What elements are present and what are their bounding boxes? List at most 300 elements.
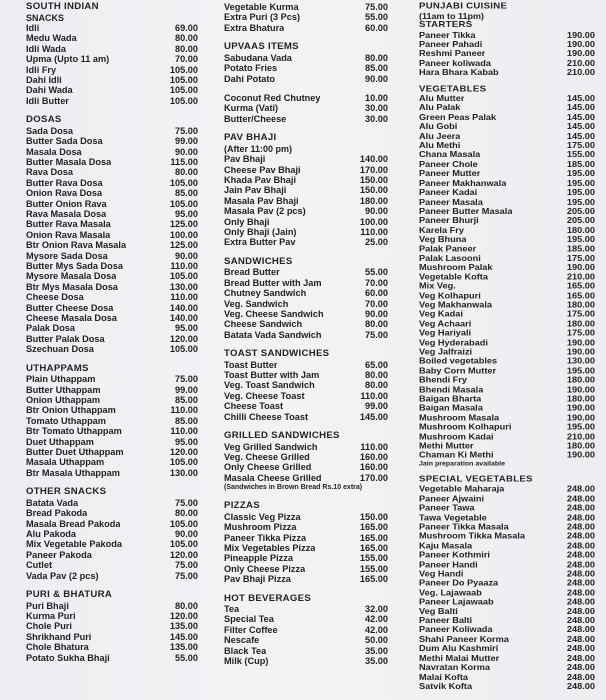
item-price: 195.00 — [566, 366, 595, 376]
item-name: Only Cheese Pizza — [224, 563, 306, 574]
item-name: Pav Bhaji — [224, 154, 266, 165]
menu-section-south-indian — [26, 2, 198, 106]
item-price: 80.00 — [365, 380, 388, 391]
item-price: 195.00 — [566, 169, 595, 179]
menu-item — [224, 360, 388, 370]
item-name: Vegetable Kurma — [224, 2, 299, 12]
menu-item — [26, 539, 198, 549]
item-price: 105.00 — [169, 85, 198, 96]
item-name: Mysore Masala Dosa — [26, 271, 117, 282]
menu-item — [26, 621, 198, 631]
menu-item — [419, 503, 595, 512]
item-name: Mushroom Kadai — [419, 431, 494, 441]
item-name: Butter Masala Dosa — [26, 156, 112, 167]
menu-item — [26, 611, 198, 621]
item-price: 195.00 — [566, 187, 595, 197]
item-price: 145.00 — [566, 112, 595, 122]
menu-item — [419, 310, 595, 319]
menu-item — [224, 522, 388, 532]
item-name: Mushroom Palak — [419, 262, 493, 272]
item-name: Plain Uthappam — [26, 374, 96, 385]
item-name: Nescafe — [224, 635, 260, 646]
item-price: 35.00 — [365, 645, 388, 656]
item-price: 165.00 — [359, 574, 388, 585]
item-price: 75.00 — [175, 497, 198, 508]
item-name: Potato Sukha Bhaji — [26, 652, 110, 663]
section-title: TOAST SANDWICHES — [224, 348, 330, 360]
item-price: 65.00 — [365, 359, 388, 370]
menu-item — [419, 225, 595, 234]
item-name: Rava Dosa — [26, 167, 73, 178]
item-name: Veg Grilled Sandwich — [224, 441, 318, 452]
item-name: Toast Butter with Jam — [224, 370, 320, 381]
item-name: Mushroom Pizza — [224, 522, 297, 533]
item-name: Masala Uthappam — [26, 457, 105, 468]
menu-item — [419, 94, 595, 103]
menu-item — [419, 635, 595, 644]
item-name: Paneer Masala — [419, 197, 483, 207]
menu-item — [224, 23, 388, 33]
item-name: Butter Duet Uthappam — [26, 447, 124, 458]
item-price: 90.00 — [365, 308, 388, 319]
item-price: 248.00 — [566, 672, 595, 682]
menu-item — [26, 303, 198, 313]
menu-item — [224, 154, 388, 164]
item-name: Mushroom Kolhapuri — [419, 422, 512, 432]
menu-item — [419, 682, 595, 691]
menu-item — [224, 473, 388, 483]
item-name: Veg Achaari — [419, 319, 472, 329]
menu-item — [419, 68, 595, 77]
menu-item — [26, 54, 198, 64]
menu-item — [224, 196, 388, 206]
item-price: 105.00 — [169, 198, 198, 209]
item-name: Paneer Tikka — [419, 30, 476, 40]
menu-item — [419, 607, 595, 616]
menu-item — [419, 160, 595, 169]
menu-item — [26, 437, 198, 447]
menu-item — [419, 394, 595, 403]
item-price: 110.00 — [170, 261, 198, 272]
item-name: Veg. Cheese Grilled — [224, 452, 310, 462]
menu-item — [26, 178, 198, 188]
item-name: Mysore Sada Dosa — [26, 250, 108, 261]
item-name: Paneer Handi — [419, 559, 478, 569]
item-name: Extra Butter Pav — [224, 237, 296, 248]
menu-item — [224, 625, 388, 635]
item-price: 180.00 — [566, 225, 595, 235]
item-price: 155.00 — [566, 150, 595, 160]
item-price: 140.00 — [169, 302, 198, 313]
section-title: SOUTH INDIAN — [26, 1, 99, 12]
item-price: 105.00 — [169, 95, 198, 106]
item-price: 248.00 — [566, 578, 595, 588]
menu-item — [224, 391, 388, 401]
menu-item — [419, 522, 595, 531]
item-name: Toast Butter — [224, 359, 278, 370]
item-name: Reshmi Paneer — [419, 49, 486, 59]
item-name: Veg Handi — [419, 569, 464, 579]
item-price: 190.00 — [566, 412, 595, 423]
menu-item — [419, 588, 595, 597]
item-name: Paneer Bhurji — [419, 215, 479, 225]
menu-item — [419, 59, 595, 68]
menu-item — [224, 2, 388, 12]
item-name: Veg Kadai — [419, 309, 463, 319]
item-price: 248.00 — [566, 484, 595, 494]
item-name: Bhendi Fry — [419, 375, 467, 385]
menu-item — [224, 442, 388, 452]
menu-item — [26, 292, 198, 302]
item-name: Alu Jeera — [419, 131, 461, 141]
menu-section-grilled-sandwiches — [224, 431, 388, 492]
item-name: Szechuan Dosa — [26, 344, 94, 355]
item-price: 105.00 — [169, 75, 198, 86]
item-name: Filter Coffee — [224, 624, 278, 635]
item-price: 75.00 — [365, 329, 388, 340]
item-name: Classic Veg Pizza — [224, 511, 301, 522]
menu-item — [224, 93, 388, 103]
item-price: 248.00 — [566, 503, 595, 513]
item-price: 120.00 — [169, 447, 198, 458]
item-name: Paneer Kothmiri — [419, 550, 490, 560]
item-price: 55.00 — [365, 267, 388, 278]
item-name: Special Tea — [224, 614, 274, 625]
menu-item — [224, 533, 388, 543]
item-name: Medu Wada — [26, 33, 77, 44]
item-name: Chutney Sandwich — [224, 288, 307, 299]
item-name: Chole Puri — [26, 621, 72, 632]
item-name: Batata Vada — [26, 497, 79, 508]
item-price: 205.00 — [566, 206, 595, 216]
item-price: 185.00 — [566, 159, 595, 169]
menu-item — [26, 560, 198, 570]
menu-item — [26, 167, 198, 177]
menu-item — [224, 288, 388, 298]
item-name: Vegetable Maharaja — [419, 484, 505, 494]
item-name: Duet Uthappam — [26, 436, 94, 447]
item-price: 175.00 — [566, 140, 595, 150]
item-price: 10.00 — [365, 92, 388, 103]
item-price: 180.00 — [566, 300, 595, 310]
item-price: 210.00 — [566, 67, 595, 77]
item-price: 165.00 — [359, 532, 388, 543]
menu-item — [419, 569, 595, 578]
item-name: Veg Makhanwala — [419, 300, 493, 310]
menu-item — [26, 395, 198, 405]
item-name: Butter/Cheese — [224, 113, 287, 124]
item-name: Bread Butter with Jam — [224, 277, 322, 288]
menu-item — [26, 601, 198, 611]
item-price: 80.00 — [365, 370, 388, 381]
item-name: Extra Bhatura — [224, 22, 285, 33]
menu-item — [26, 147, 198, 157]
item-name: Khada Pav Bhaji — [224, 174, 296, 185]
item-price: 190.00 — [566, 49, 595, 59]
section-title: PUNJABI CUISINE — [419, 1, 508, 12]
menu-item — [26, 519, 198, 529]
menu-item — [419, 207, 595, 216]
item-price: 248.00 — [566, 616, 595, 626]
item-price: 95.00 — [175, 436, 198, 447]
item-price: 248.00 — [566, 644, 595, 654]
item-price: 248.00 — [566, 540, 595, 551]
menu-item — [224, 319, 388, 329]
item-price: 160.00 — [359, 462, 388, 473]
item-price: 190.00 — [566, 384, 595, 394]
item-name: Paneer Makhanwala — [419, 178, 507, 188]
item-name: Hara Bhara Kabab — [419, 67, 499, 77]
item-name: Mushroom Tikka Masala — [419, 531, 526, 541]
menu-item — [419, 188, 595, 197]
menu-item — [419, 404, 595, 413]
item-price: 90.00 — [175, 528, 198, 539]
item-price: 195.00 — [566, 178, 595, 188]
menu-item — [224, 114, 388, 124]
item-price: 248.00 — [566, 653, 595, 663]
menu-item — [224, 165, 388, 175]
menu-item — [419, 654, 595, 663]
menu-item — [26, 251, 198, 261]
item-price: 32.00 — [365, 604, 388, 615]
item-name: Batata Vada Sandwich — [224, 329, 322, 340]
item-price: 210.00 — [566, 58, 595, 68]
menu-item — [26, 642, 198, 652]
menu-item — [26, 653, 198, 663]
item-name: Satvik Kofta — [419, 681, 473, 691]
item-price: 70.00 — [175, 54, 198, 65]
menu-item — [224, 74, 388, 84]
item-price: 95.00 — [175, 209, 198, 219]
item-price: 30.00 — [365, 103, 388, 114]
menu-item — [419, 300, 595, 309]
menu-item — [419, 513, 595, 522]
item-name: Paneer Mutter — [419, 169, 481, 179]
item-price: 90.00 — [365, 206, 388, 217]
item-name: Shahi Paneer Korma — [419, 634, 509, 644]
menu-item — [419, 329, 595, 338]
section-title: GRILLED SANDWICHES — [224, 430, 340, 442]
menu-item — [26, 33, 198, 43]
item-name: Paneer Balti — [419, 616, 473, 626]
menu-item — [419, 385, 595, 394]
menu-item — [26, 374, 198, 384]
item-price: 42.00 — [365, 614, 388, 625]
item-name: Paneer Do Pyaaza — [419, 578, 499, 588]
item-price: 195.00 — [566, 197, 595, 207]
item-name: Tomato Uthappam — [26, 415, 106, 426]
item-price: 70.00 — [365, 277, 388, 288]
menu-item — [26, 385, 198, 395]
item-name: Chilli Cheese Toast — [224, 411, 309, 422]
menu-item — [419, 216, 595, 225]
menu-item — [26, 282, 198, 292]
item-price: 190.00 — [566, 39, 595, 49]
item-price: 99.00 — [175, 384, 198, 395]
section-title: UPVAAS ITEMS — [224, 41, 299, 53]
item-price: 248.00 — [566, 522, 595, 532]
menu-item — [26, 313, 198, 323]
menu-item — [224, 452, 388, 462]
item-price: 180.00 — [566, 375, 595, 385]
menu-item — [419, 272, 595, 281]
section-title: UTHAPPAMS — [26, 362, 89, 374]
menu-item — [26, 199, 198, 209]
item-price: 60.00 — [365, 22, 388, 33]
item-name: Navratan Korma — [419, 662, 490, 672]
menu-item — [419, 122, 595, 131]
item-name: Veg. Lajawaab — [419, 587, 482, 597]
item-price: 145.00 — [169, 631, 198, 642]
menu-item — [419, 30, 595, 39]
menu-item — [26, 85, 198, 95]
item-name: Cheese Masala Dosa — [26, 313, 117, 324]
item-price: 190.00 — [566, 337, 595, 347]
item-name: Only Bhaji (Jain) — [224, 227, 297, 237]
item-name: Only Bhaji — [224, 216, 270, 227]
item-price: 130.00 — [566, 356, 595, 366]
item-price: 165.00 — [566, 291, 595, 301]
item-price: 85.00 — [175, 395, 198, 405]
menu-item — [419, 375, 595, 384]
item-name: Masala Pav Bhaji — [224, 195, 299, 206]
item-name: Boiled vegetables — [419, 356, 498, 366]
section-title: VEGETABLES — [419, 83, 487, 94]
menu-item — [419, 357, 595, 366]
item-name: Vada Pav (2 pcs) — [26, 570, 99, 581]
menu-item — [419, 244, 595, 253]
item-name: Veg Bhuna — [419, 234, 467, 244]
item-name: Veg. Cheese Sandwich — [224, 308, 324, 319]
item-price: 50.00 — [365, 635, 388, 646]
item-price: 190.00 — [566, 403, 595, 413]
item-name: Puri Bhaji — [26, 600, 69, 611]
item-name: Milk (Cup) — [224, 656, 269, 667]
menu-item — [419, 253, 595, 262]
item-name: Masala Bread Pakoda — [26, 518, 121, 529]
item-price: 165.00 — [359, 522, 388, 533]
item-price: 55.00 — [365, 12, 388, 23]
menu-item — [224, 604, 388, 614]
menu-item — [419, 550, 595, 559]
menu-item — [26, 508, 198, 518]
item-price: 248.00 — [566, 681, 595, 691]
item-name: Veg Hyderabadi — [419, 337, 488, 347]
item-name: Bread Butter — [224, 267, 280, 278]
menu-item — [224, 462, 388, 472]
item-price: 248.00 — [566, 662, 595, 672]
menu-item — [419, 560, 595, 569]
item-name: Alu Gobi — [419, 122, 458, 132]
menu-item — [224, 412, 388, 422]
item-name: Paneer Pakoda — [26, 549, 92, 560]
item-name: Chaman Ki Methi — [419, 450, 494, 460]
menu-item — [26, 96, 198, 106]
item-name: Butter Sada Dosa — [26, 136, 103, 147]
menu-item — [419, 347, 595, 356]
item-name: Alu Methi — [419, 140, 461, 150]
item-price: 175.00 — [566, 253, 595, 263]
item-name: Karela Fry — [419, 225, 464, 235]
item-price: 155.00 — [359, 553, 388, 564]
item-name: Palak Dosa — [26, 323, 76, 334]
menu-item — [224, 267, 388, 277]
menu-item — [26, 136, 198, 146]
section-note: Jain preparation available — [419, 460, 505, 468]
menu-item — [26, 261, 198, 271]
item-price: 165.00 — [566, 281, 595, 291]
item-price: 80.00 — [175, 167, 198, 178]
item-price: 85.00 — [175, 188, 198, 199]
item-name: Shrikhand Puri — [26, 631, 92, 642]
menu-column-1 — [26, 2, 198, 672]
menu-item — [419, 319, 595, 328]
item-price: 248.00 — [566, 512, 595, 522]
menu-item — [224, 370, 388, 380]
item-name: Pineapple Pizza — [224, 553, 293, 564]
menu-item — [419, 150, 595, 159]
item-name: Butter Uthappam — [26, 384, 101, 395]
item-name: Mix Vegetables Pizza — [224, 542, 316, 553]
menu-item — [419, 49, 595, 58]
menu-item — [224, 53, 388, 63]
item-name: Methi Malai Mutter — [419, 653, 500, 663]
menu-section-col2-2 — [224, 93, 388, 124]
menu-item — [224, 12, 388, 22]
item-name: Idli Wada — [26, 43, 66, 54]
item-price: 69.00 — [175, 23, 198, 33]
item-price: 120.00 — [169, 333, 198, 344]
item-name: Veg Jalfraizi — [419, 347, 473, 357]
menu-item — [26, 323, 198, 333]
menu-item — [419, 178, 595, 187]
menu-item — [26, 447, 198, 457]
item-price: 90.00 — [365, 73, 388, 84]
item-price: 99.00 — [365, 401, 388, 412]
item-name: Onion Uthappam — [26, 395, 101, 405]
item-name: Palak Paneer — [419, 244, 477, 254]
menu-item — [224, 206, 388, 216]
item-name: Paneer Kadai — [419, 187, 478, 197]
menu-item — [419, 422, 595, 431]
menu-item — [26, 632, 198, 642]
item-name: Butter Cheese Dosa — [26, 302, 114, 313]
menu-item — [26, 416, 198, 426]
item-name: Onion Rava Masala — [26, 229, 111, 240]
menu-section-dosas — [26, 115, 198, 354]
item-price: 248.00 — [566, 559, 595, 569]
item-price: 100.00 — [359, 216, 388, 227]
menu-item — [419, 541, 595, 550]
section-title: HOT BEVERAGES — [224, 592, 312, 604]
item-name: Paneer Pahadi — [419, 39, 483, 49]
item-price: 180.00 — [566, 441, 595, 451]
item-price: 70.00 — [365, 298, 388, 309]
item-name: Butter Rava Dosa — [26, 177, 103, 188]
item-price: 248.00 — [566, 550, 595, 560]
section-title: SPECIAL VEGETABLES — [419, 474, 533, 485]
item-name: Veg. Toast Sandwich — [224, 380, 315, 391]
item-price: 75.00 — [175, 560, 198, 571]
item-name: Btr Tomato Uthappam — [26, 426, 122, 437]
item-price: 25.00 — [365, 237, 388, 248]
menu-item — [419, 40, 595, 49]
item-name: Idli Butter — [26, 95, 69, 106]
menu-section-toast-sandwiches — [224, 349, 388, 422]
item-name: Cutlet — [26, 560, 53, 571]
item-price: 125.00 — [169, 219, 198, 230]
menu-item — [419, 103, 595, 112]
